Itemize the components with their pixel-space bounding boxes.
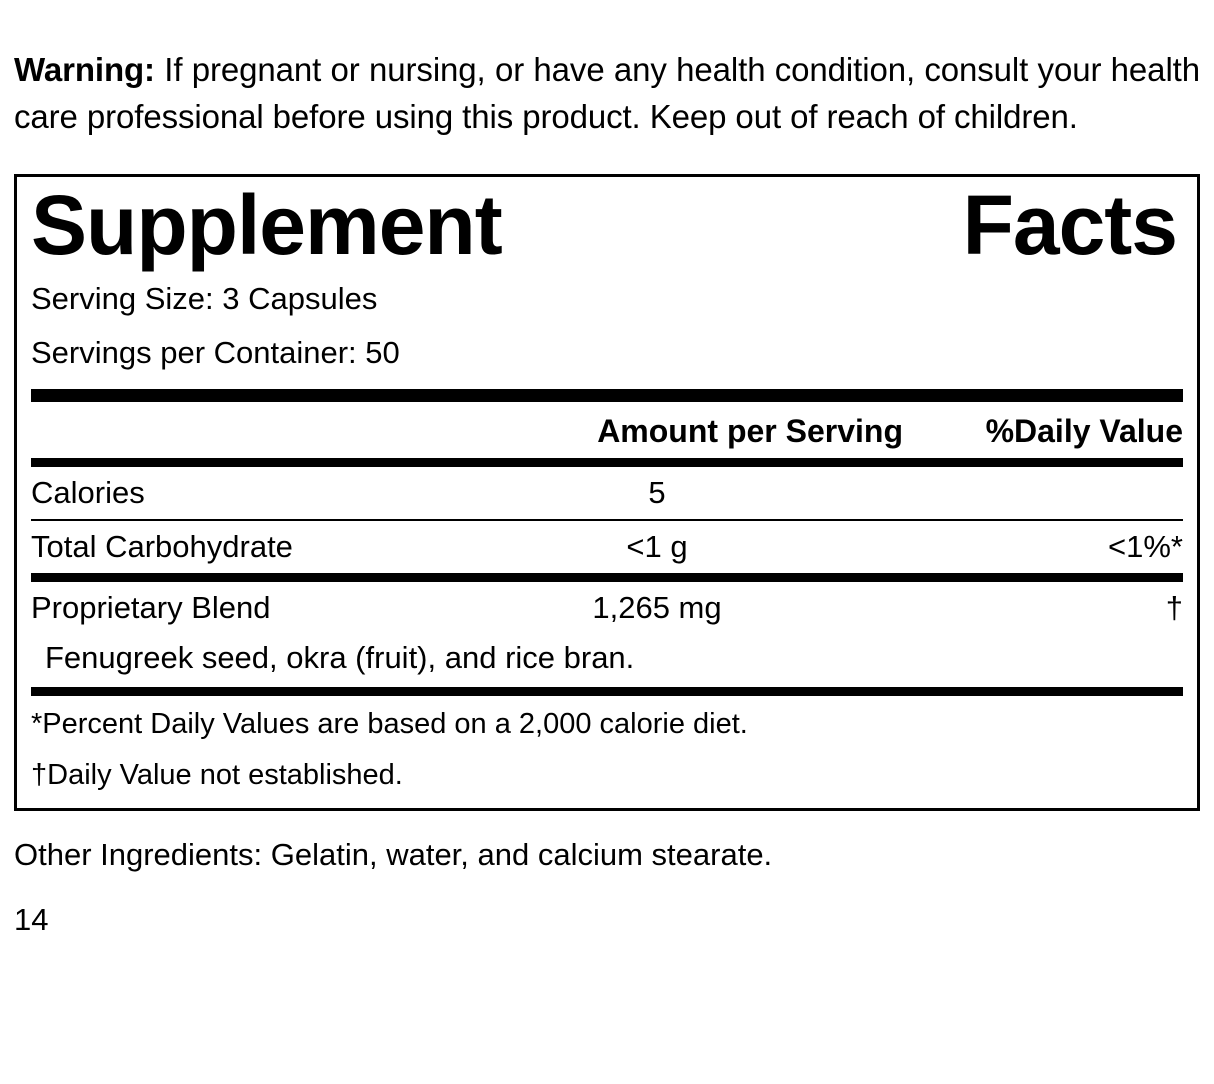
- row-amount: <1 g: [626, 529, 688, 565]
- supplement-facts-panel: [14, 174, 1200, 811]
- footnote-percent-daily-value: *Percent Daily Values are based on a 2,000 calorie diet.: [31, 708, 748, 741]
- rule-below-blend: [31, 687, 1183, 696]
- row-name: Total Carbohydrate: [31, 529, 293, 565]
- proprietary-blend-row: [31, 582, 1183, 634]
- warning-text: If pregnant or nursing, or have any health condition, consult your health care professional before using this product. Keep out of reach of children.: [14, 51, 1200, 135]
- table-row: [31, 467, 1183, 519]
- rule-above-blend: [31, 573, 1183, 582]
- supplement-facts-title: [31, 177, 1183, 273]
- footnote-dagger: †Daily Value not established.: [31, 759, 403, 792]
- blend-ingredients: Fenugreek seed, okra (fruit), and rice bran.: [45, 640, 635, 676]
- row-amount: 5: [648, 475, 666, 511]
- servings-per-container: Servings per Container: 50: [31, 334, 400, 370]
- rule-top-thick: [31, 389, 1183, 402]
- row-daily-value: <1%*: [1108, 529, 1183, 565]
- supplement-label-page: [0, 33, 1214, 1084]
- blend-daily-value: †: [1165, 590, 1183, 626]
- title-word-facts: Facts: [962, 177, 1177, 272]
- row-name: Calories: [31, 475, 145, 511]
- serving-size: Serving Size: 3 Capsules: [31, 281, 378, 317]
- table-header-row: [31, 402, 1183, 458]
- rule-under-header: [31, 458, 1183, 467]
- table-row: [31, 521, 1183, 573]
- blend-name: Proprietary Blend: [31, 590, 271, 626]
- title-word-supplement: Supplement: [31, 177, 502, 272]
- header-daily-value: %Daily Value: [985, 413, 1183, 450]
- header-amount-per-serving: Amount per Serving: [597, 413, 903, 450]
- other-ingredients: Other Ingredients: Gelatin, water, and calcium stearate.: [14, 837, 773, 873]
- warning-paragraph: [14, 33, 1200, 141]
- page-number: 14: [14, 902, 49, 938]
- warning-label: Warning:: [14, 51, 155, 88]
- blend-amount: 1,265 mg: [592, 590, 722, 626]
